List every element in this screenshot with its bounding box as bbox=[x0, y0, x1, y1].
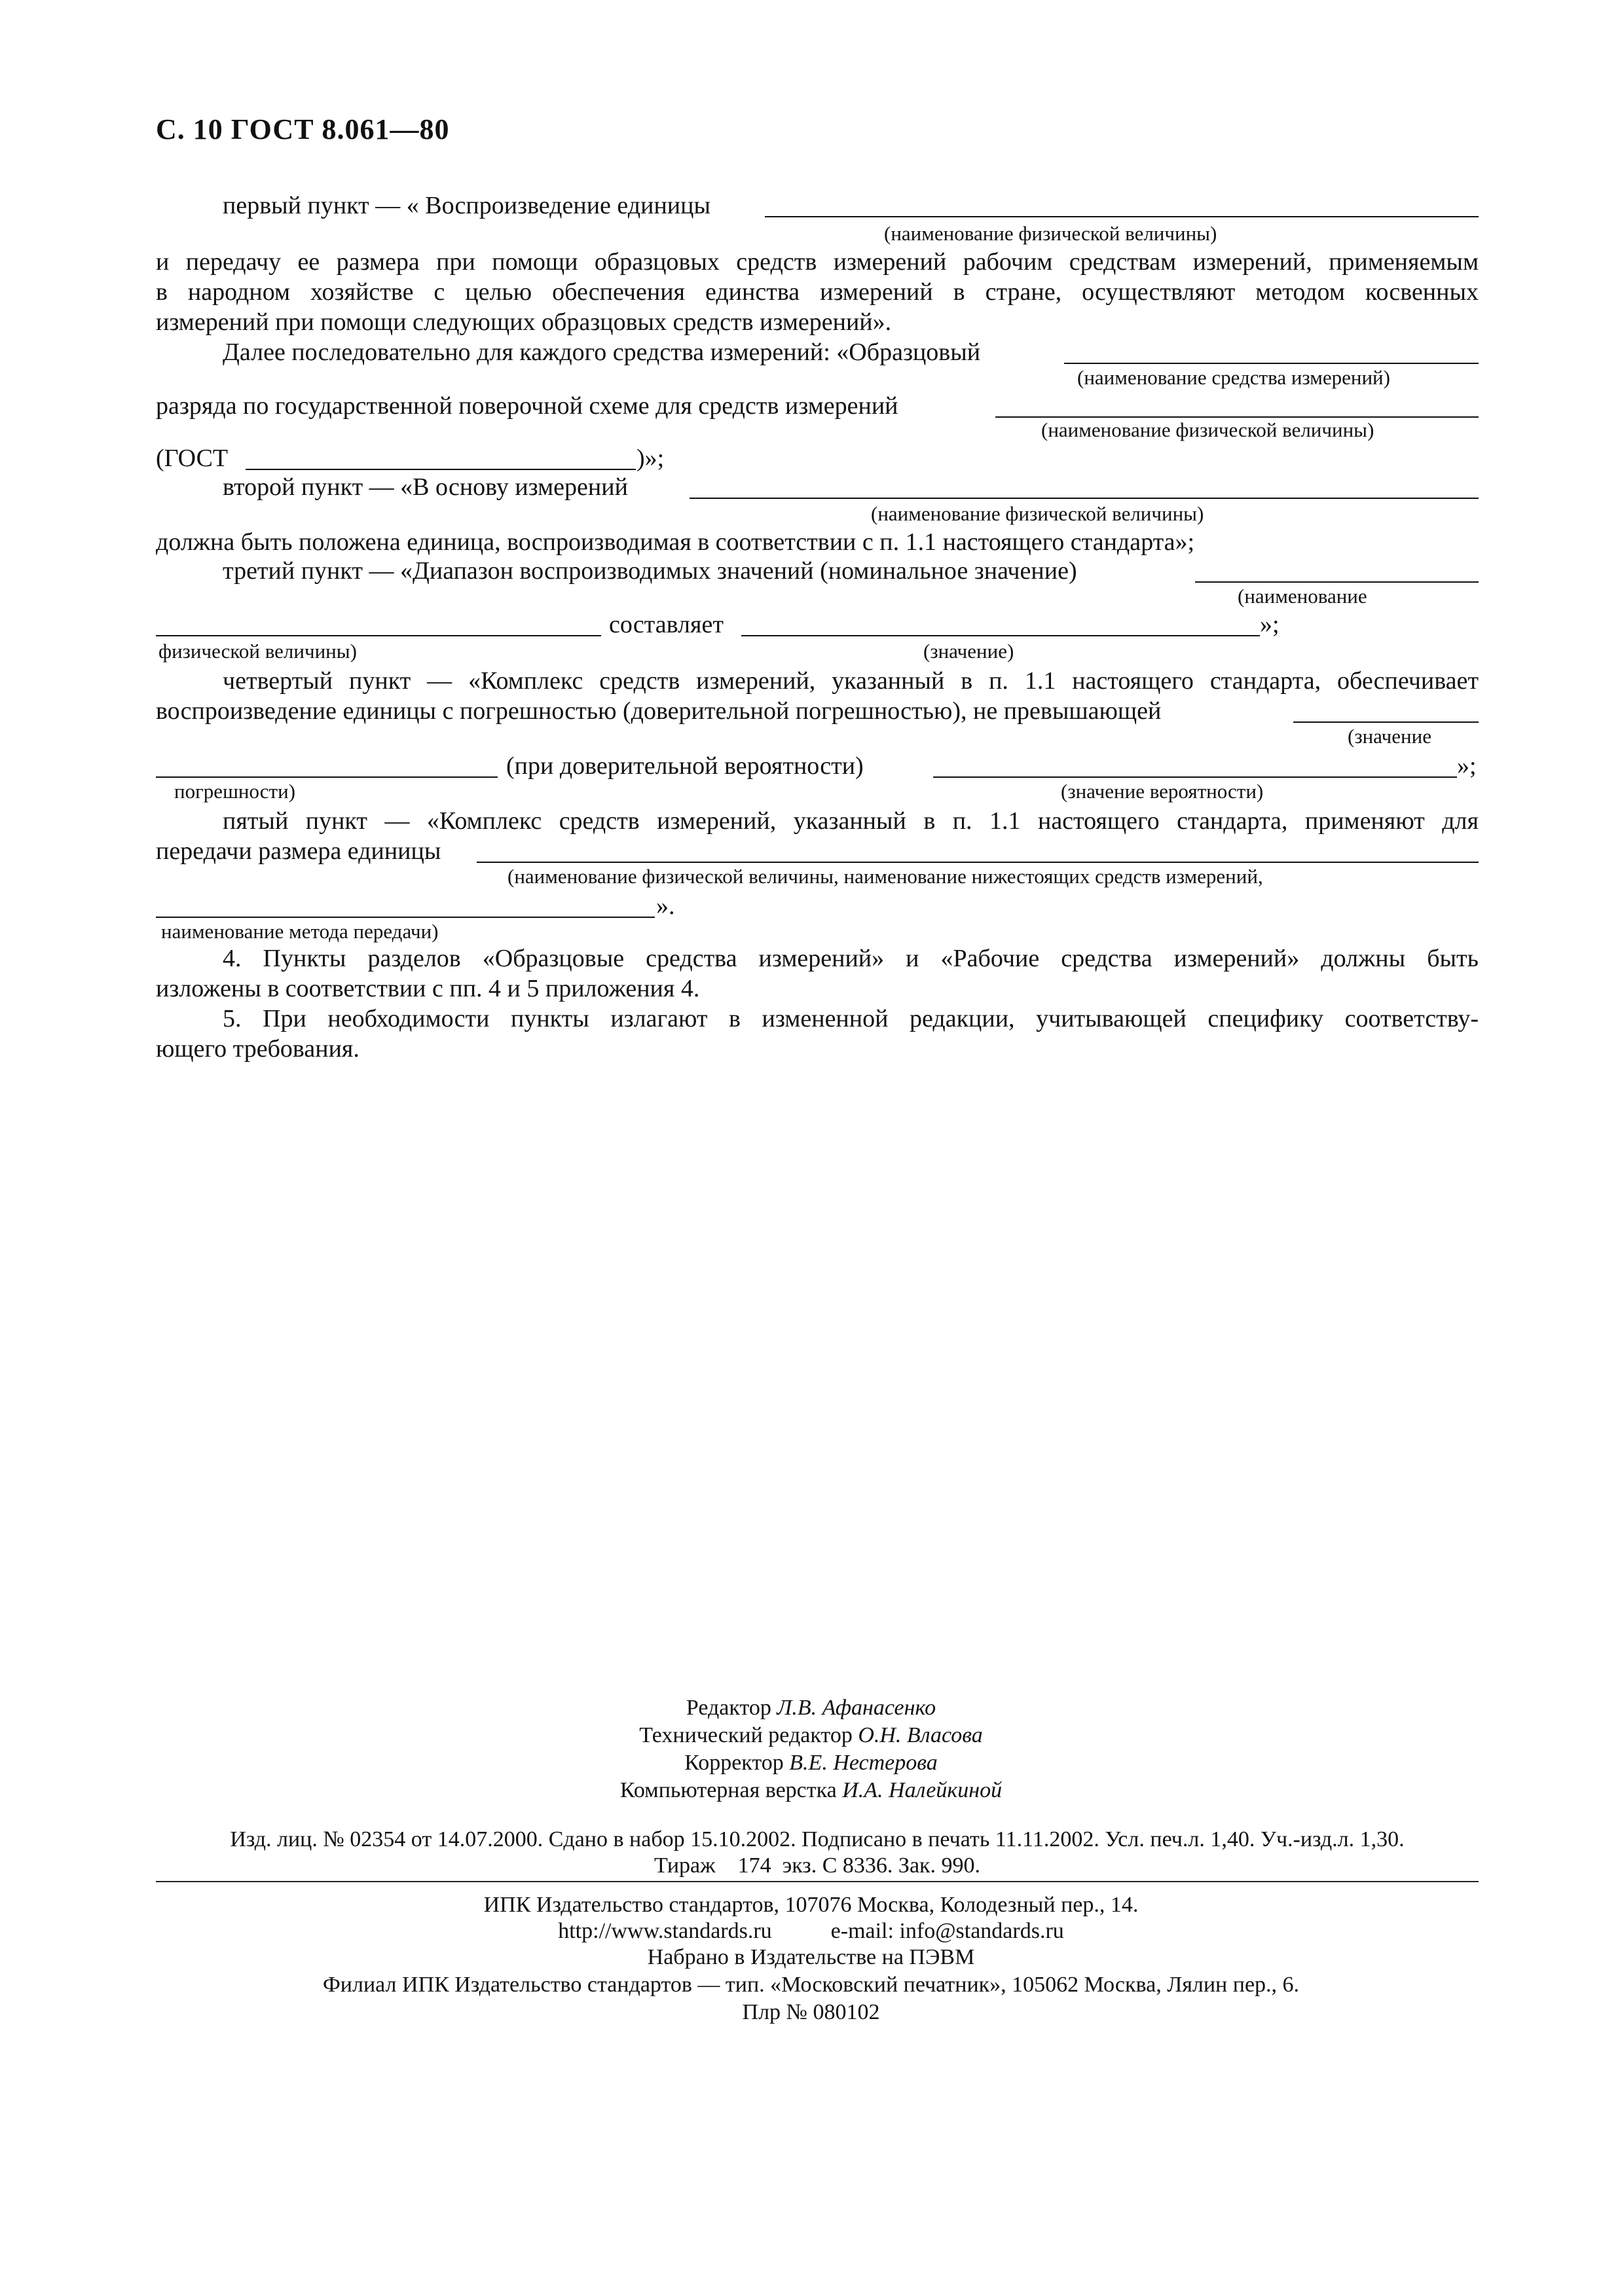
body-line: )»; bbox=[636, 445, 665, 472]
body-line: разряда по государственной поверочной схеме для средств измерений bbox=[156, 392, 898, 420]
body-line: измерений при помощи следующих образцовых средств измерений». bbox=[156, 308, 892, 336]
fill-blank bbox=[477, 862, 1479, 863]
fill-blank bbox=[765, 216, 1479, 217]
fill-blank bbox=[246, 469, 636, 470]
field-caption: (наименование физической величины) bbox=[1041, 418, 1374, 441]
credit-layout: Компьютерная верстка И.А. Налейкиной bbox=[619, 1778, 1003, 1802]
body-line: »; bbox=[1457, 752, 1477, 780]
field-caption: (значение) bbox=[923, 640, 1014, 663]
fill-blank bbox=[995, 416, 1479, 418]
publisher-line: ИПК Издательство стандартов, 107076 Москва, Колодезный пер., 14. bbox=[483, 1893, 1139, 1917]
fill-blank bbox=[690, 498, 1479, 499]
body-line: пятый пункт — «Комплекс средств измерений, указанный в п. 1.1 настоящего стандарта, применяют для bbox=[223, 807, 1479, 835]
credit-corrector: Корректор В.Е. Нестерова bbox=[684, 1751, 938, 1775]
publisher-line: Плр № 080102 bbox=[742, 2000, 880, 2024]
body-line: ющего требования. bbox=[156, 1035, 359, 1063]
field-caption: погрешности) bbox=[174, 780, 296, 803]
body-line: составляет bbox=[609, 611, 724, 638]
field-caption: (наименование физической величины, наименование нижестоящих средств измерений, bbox=[507, 865, 1263, 888]
fill-blank bbox=[156, 776, 498, 778]
body-line: четвертый пункт — «Комплекс средств измерений, указанный в п. 1.1 настоящего стандарта, обеспечивает bbox=[223, 667, 1479, 695]
page-header: С. 10 ГОСТ 8.061—80 bbox=[156, 113, 450, 145]
body-line: 4. Пункты разделов «Образцовые средства измерений» и «Рабочие средства измерений» должны быть bbox=[223, 945, 1479, 972]
body-line: третий пункт — «Диапазон воспроизводимых значений (номинальное значение) bbox=[223, 557, 1077, 585]
body-line: »; bbox=[1260, 611, 1280, 638]
field-caption: (значение вероятности) bbox=[1061, 780, 1264, 803]
field-caption: физической величины) bbox=[158, 640, 357, 663]
divider bbox=[156, 1881, 1479, 1882]
body-line: передачи размера единицы bbox=[156, 837, 441, 865]
fill-blank bbox=[156, 635, 601, 636]
publisher-line: Набрано в Издательстве на ПЭВМ bbox=[647, 1945, 975, 1969]
publisher-url: http://www.standards.ru bbox=[558, 1919, 772, 1943]
body-line: ». bbox=[656, 892, 675, 920]
body-line: (при доверительной вероятности) bbox=[506, 752, 864, 780]
fill-blank bbox=[933, 776, 1457, 778]
body-line: (ГОСТ bbox=[156, 445, 229, 472]
body-line: 5. При необходимости пункты излагают в измененной редакции, учитывающей специфику соответству- bbox=[223, 1005, 1479, 1032]
body-line: должна быть положена единица, воспроизводимая в соответствии с п. 1.1 настоящего стандарта»; bbox=[156, 528, 1195, 556]
fill-blank bbox=[1064, 363, 1479, 364]
publisher-email: e-mail: info@standards.ru bbox=[830, 1919, 1064, 1943]
publisher-contacts bbox=[0, 1918, 1622, 1944]
credit-tech-editor: Технический редактор О.Н. Власова bbox=[639, 1723, 983, 1747]
imprint-line: Изд. лиц. № 02354 от 14.07.2000. Сдано в набор 15.10.2002. Подписано в печать 11.11.2002. Усл. печ.л. 1,40. Уч.-изд.л. 1,30. bbox=[230, 1827, 1405, 1851]
imprint-line: Тираж 174 экз. С 8336. Зак. 990. bbox=[654, 1853, 981, 1878]
fill-blank bbox=[1293, 721, 1479, 723]
body-line: Далее последовательно для каждого средства измерений: «Образцовый bbox=[223, 338, 981, 366]
body-line: и передачу ее размера при помощи образцовых средств измерений рабочим средствам измерений, применяемым bbox=[156, 248, 1479, 276]
body-line: воспроизведение единицы с погрешностью (доверительной погрешностью), не превышающей bbox=[156, 697, 1162, 725]
body-line: первый пункт — « Воспроизведение единицы bbox=[223, 192, 710, 219]
field-caption: (наименование bbox=[1238, 585, 1367, 608]
field-caption: (наименование физической величины) bbox=[884, 222, 1217, 245]
body-line: изложены в соответствии с пп. 4 и 5 приложения 4. bbox=[156, 975, 700, 1002]
body-line: второй пункт — «В основу измерений bbox=[223, 473, 628, 501]
credit-editor: Редактор Л.В. Афанасенко bbox=[686, 1696, 936, 1720]
field-caption: наименование метода передачи) bbox=[161, 920, 439, 943]
field-caption: (наименование физической величины) bbox=[871, 502, 1204, 525]
fill-blank bbox=[1195, 581, 1479, 583]
body-line: в народном хозяйстве с целью обеспечения единства измерений в стране, осуществляют методом косвенных bbox=[156, 278, 1479, 306]
fill-blank bbox=[156, 917, 655, 918]
field-caption: (наименование средства измерений) bbox=[1077, 366, 1390, 389]
fill-blank bbox=[741, 635, 1260, 636]
field-caption: (значение bbox=[1348, 725, 1431, 748]
publisher-line: Филиал ИПК Издательство стандартов — тип. «Московский печатник», 105062 Москва, Лялин пер., 6. bbox=[322, 1973, 1300, 1997]
